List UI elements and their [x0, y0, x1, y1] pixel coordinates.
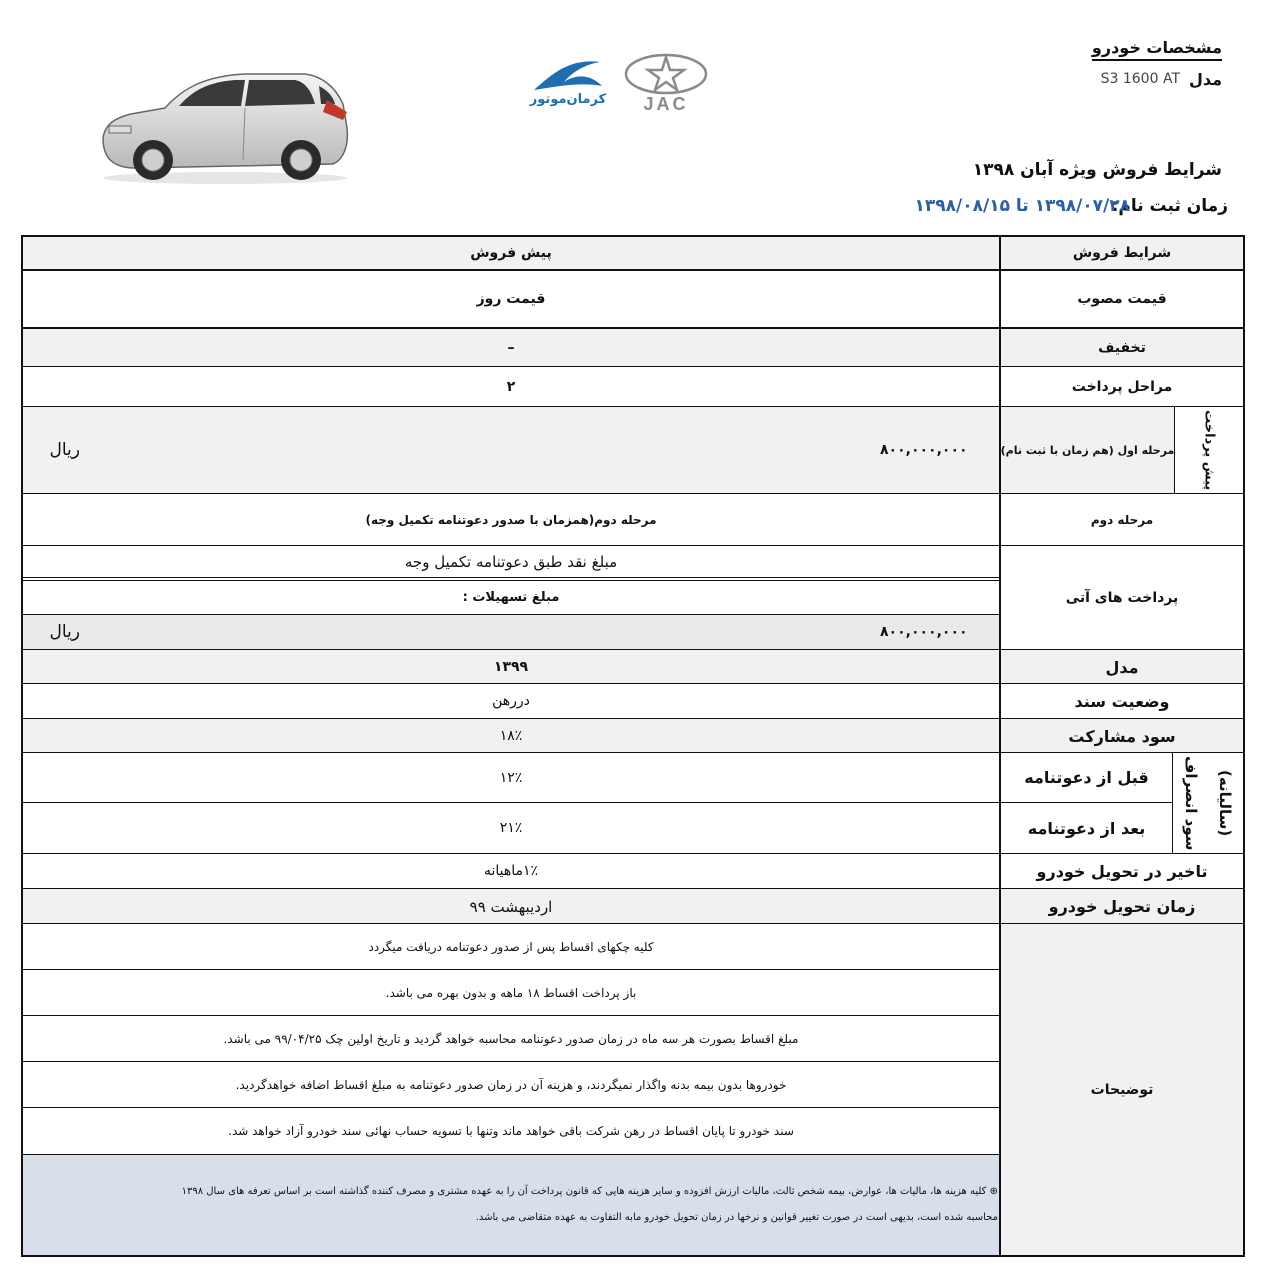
sale-conditions-label: شرایط فروش	[1072, 245, 1172, 261]
car-image	[95, 68, 355, 186]
future-payments-facility-label: مبلغ تسهیلات :	[462, 590, 560, 605]
jac-logo	[622, 52, 710, 114]
sale-conditions-value: پیش فروش	[470, 245, 552, 261]
spec-title: مشخصات خودرو	[1092, 38, 1222, 61]
model-label: مدل	[1188, 70, 1222, 89]
jac-logo-text: JAC	[643, 94, 689, 114]
before-invitation-value: ۱۲٪	[499, 769, 523, 786]
stage-two-value: مرحله دوم(همزمان با صدور دعوتنامه تکمیل وجه)	[365, 512, 657, 527]
model-value: S3 1600 AT	[1100, 71, 1180, 87]
registration-label: زمان ثبت نام:	[1111, 196, 1228, 216]
cancellation-group-sub: (سالیانه)	[1216, 769, 1234, 837]
after-invitation-label: بعد از دعوتنامه	[1027, 818, 1146, 838]
suv-car-icon	[95, 68, 355, 186]
before-invitation-label: قبل از دعوتنامه	[1024, 768, 1149, 787]
delivery-time-value: اردیبهشت ۹۹	[469, 897, 553, 916]
row-bg	[22, 615, 1000, 649]
model-year-label: مدل	[1105, 657, 1139, 677]
offer-title: شرایط فروش ویژه آبان ۱۳۹۸	[972, 160, 1222, 180]
note-item: باز پرداخت اقساط ۱۸ ماهه و بدون بهره می باشد.	[385, 985, 637, 1000]
prepayment-amount: ۸۰۰,۰۰۰,۰۰۰	[880, 442, 968, 458]
facility-amount: ۸۰۰,۰۰۰,۰۰۰	[880, 624, 968, 640]
stage-two-label: مرحله دوم	[1090, 512, 1154, 527]
facility-unit: ریال	[49, 622, 80, 642]
kerman-motor-logo-text: کرمان‌موتور	[529, 92, 607, 107]
prepayment-group-label: پیش پرداخت	[1201, 409, 1217, 491]
footer-note-line-2: محاسبه شده است، بدیهی است در صورت تغییر قوانین و نرخها در زمان تحویل خودرو مابه التفاوت به عهده متقاضی می باشد.	[475, 1211, 998, 1223]
note-item: سند خودرو تا پایان اقساط در رهن شرکت باقی خواهد ماند وتنها با تسویه حساب نهائی سند خودرو آزاد خواهد شد.	[228, 1124, 794, 1138]
note-item: کلیه چکهای اقساط پس از صدور دعوتنامه دریافت میگردد	[368, 939, 654, 954]
future-payments-cash: مبلغ نقد طبق دعوتنامه تکمیل وجه	[404, 552, 618, 571]
kerman-motor-logo	[528, 52, 608, 114]
participation-profit-label: سود مشارکت	[1068, 726, 1176, 746]
document-status-label: وضعیت سند	[1074, 691, 1170, 711]
row-divider	[22, 1154, 1000, 1155]
notes-label: توضیحات	[1090, 1082, 1154, 1098]
document-status-value: دررهن	[492, 693, 530, 709]
footer-note-line-1: ⊕ کلیه هزینه ها، مالیات ها، عوارض، بیمه شخص ثالث، مالیات ارزش افزوده و سایر هزینه هایی که قانون پرداخت آن را به عهده مشتری و مصرف کننده گذاشته است بر اساس تعرفه های سال ۱۳۹۸	[181, 1185, 998, 1197]
payment-stages-value: ۲	[506, 378, 516, 395]
after-invitation-value: ۲۱٪	[499, 820, 523, 836]
discount-value: –	[507, 339, 515, 356]
delivery-delay-label: تاخیر در تحویل خودرو	[1036, 861, 1208, 881]
prepayment-unit: ریال	[49, 440, 80, 460]
approved-price-label: قیمت مصوب	[1077, 291, 1167, 307]
model-year-value: ۱۳۹۹	[493, 659, 529, 675]
note-item: خودروها بدون بیمه بدنه واگذار نمیگردند، و هزینه آن در زمان صدور دعوتنامه به مبلغ اقساط اضافه خواهدگردید.	[235, 1077, 787, 1092]
discount-label: تخفیف	[1098, 339, 1146, 356]
row-divider	[22, 577, 1000, 578]
table-border	[1243, 235, 1245, 1257]
row-divider	[22, 614, 1000, 615]
participation-profit-value: ۱۸٪	[499, 728, 523, 744]
registration-dates: ۱۳۹۸/۰۷/۲۸ تا ۱۳۹۸/۰۸/۱۵	[914, 196, 1130, 216]
delivery-delay-value: ۱٪ماهیانه	[483, 863, 539, 879]
delivery-time-label: زمان تحویل خودرو	[1048, 897, 1196, 916]
prepayment-stage-one-label: مرحله اول (هم زمان با ثبت نام)	[1000, 443, 1175, 457]
cancellation-group-label: سود انصراف	[1182, 755, 1200, 851]
note-item: مبلغ اقساط بصورت هر سه ماه در زمان صدور دعوتنامه محاسبه خواهد گردید و تاریخ اولین چک ۹۹/۰۴/۲۵ می باشد.	[223, 1031, 799, 1046]
kerman-motor-wave-icon	[528, 52, 608, 96]
future-payments-label: پرداخت های آتی	[1065, 589, 1179, 606]
payment-stages-label: مراحل پرداخت	[1071, 378, 1173, 395]
approved-price-value: قیمت روز	[476, 291, 546, 307]
